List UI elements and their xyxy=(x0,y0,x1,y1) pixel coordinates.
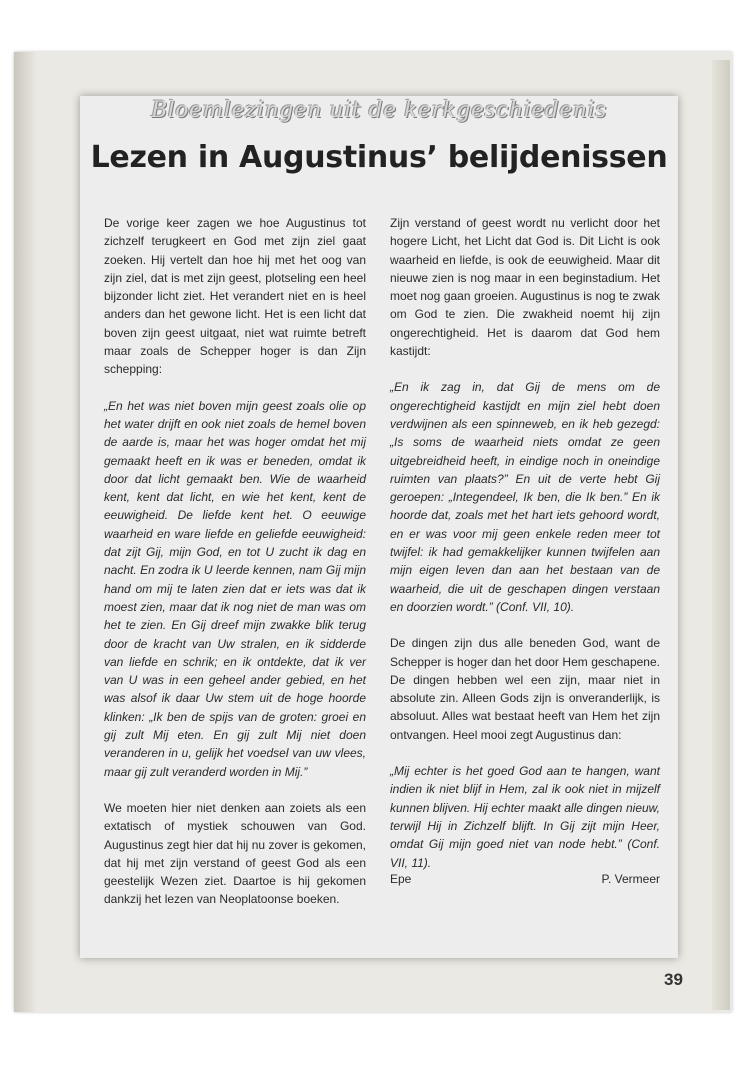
paragraph: De vorige keer zagen we hoe Augustinus tot zichzelf terugkeert en God met zijn ziel gaat zoeken. Hij vertelt dan hoe hij met het oog van zijn ziel, dat is met zijn geest, plotseling een heel bijzonder licht ziet. Het verandert niet en is heel anders dan het gewone licht. Het is een licht dat boven zijn geest uitgaat, niet wat ruimte betreft maar zoals de Schepper hoger is dan Zijn schepping: xyxy=(104,216,366,377)
quote-paragraph: „En het was niet boven mijn geest zoals olie op het water drijft en ook niet zoals de hemel boven de aarde is, maar het was hoger omdat het mij gemaakt heeft en ik was er beneden, omdat ik door dat licht gemaakt ben. Wie de waarheid kent, kent dat licht, en wie het kent, kent de eeuwigheid. De liefde kent het. O eeuwige waarheid en ware liefde en geliefde eeuwigheid: dat zijt Gij, mijn God, en tot U zucht ik dag en nacht. En zodra ik U leerde kennen, nam Gij mijn hand om mij te laten zien dat er iets was dat ik moest zien, maar dat ik nog niet de man was om het te zien. En Gij dreef mijn zwakke blik terug door de kracht van Uw stralen, en ik sidderde van liefde en schrik; en ik ontdekte, dat ik ver van U was in een geheel ander gebied, en het was alsof ik daar Uw stem uit de hoge hoorde klinken: „Ik ben de spijs van de groten: groei en gij zult Mij eten. En gij zult Mij niet doen veranderen in u, gelijk het voedsel van uw vlees, maar gij zult veranderd worden in Mij.” xyxy=(104,398,366,779)
right-column xyxy=(390,214,660,888)
signature-place: Epe xyxy=(390,871,412,886)
page-spine-shadow xyxy=(14,52,36,1012)
page-right-edge xyxy=(712,60,730,1010)
series-kicker: Bloemlezingen uit de kerkgeschiedenis xyxy=(151,98,607,123)
quote-paragraph: „En ik zag in, dat Gij de mens om de ongerechtigheid kastijdt en mijn ziel hebt doen verdwijnen als een spinneweb, en ik heb gezegd: „Is soms de waarheid niets omdat ze geen uitgebreidheid heeft, in eindige noch in oneindige ruimten van plaats?” En uit de verte hebt Gij geroepen: „Integendeel, Ik ben, die Ik ben.” En ik hoorde dat, zoals met het hart iets gehoord wordt, en er was voor mij geen enkele reden meer tot twijfel: ik had gemakkelijker kunnen twijfelen aan mijn eigen leven dan aan het bestaan van de waarheid, die uit de geschapen dingen verstaan en doorzien wordt.” (Conf. VII, 10). xyxy=(390,380,660,614)
paragraph: Zijn verstand of geest wordt nu verlicht door het hogere Licht, het Licht dat God is. Dit Licht is ook waarheid en liefde, is ook de eeuwigheid. Maar dit nieuwe zien is nog maar in een beginstadium. Het moet nog gaan groeien. Augustinus is nog te zwak om God te zien. Die zwakheid noemt hij zijn ongerechtigheid. Het is daarom dat God hem kastijdt: xyxy=(390,216,660,359)
left-column xyxy=(104,214,366,927)
page-number: 39 xyxy=(664,970,683,989)
article-title: Lezen in Augustinus’ belijdenissen xyxy=(90,140,668,175)
quote-paragraph: „Mij echter is het goed God aan te hangen, want indien ik niet blijf in Hem, zal ik ook niet in mijzelf kunnen blijven. Hij echter maakt alle dingen nieuw, terwijl Hij in Zichzelf blijft. In Gij zijt mijn Heer, omdat Gij mijn goed niet van node hebt.” (Conf. VII, 11). xyxy=(390,764,660,870)
paragraph: We moeten hier niet denken aan zoiets als een extatisch of mystiek schouwen van God. Augustinus zegt hier dat hij nu zover is gekomen, dat hij met zijn verstand of geest God als een geestelijk Wezen ziet. Daartoe is hij gekomen dankzij het lezen van Neoplatoonse boeken. xyxy=(104,800,366,907)
signature-line xyxy=(390,870,660,888)
paragraph: De dingen zijn dus alle beneden God, want de Schepper is hoger dan het door Hem geschapene. De dingen hebben wel een zijn, maar niet in absolute zin. Alleen Gods zijn is onveranderlijk, is absoluut. Alles wat bestaat heeft van Hem het zijn ontvangen. Heel mooi zegt Augustinus dan: xyxy=(390,636,660,742)
signature-author: P. Vermeer xyxy=(601,871,660,886)
